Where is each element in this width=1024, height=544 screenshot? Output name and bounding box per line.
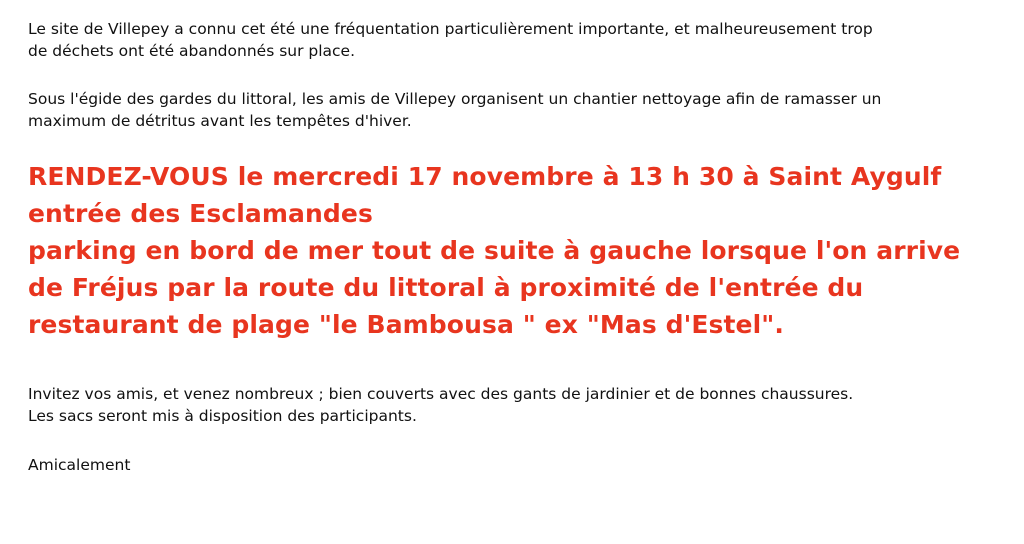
rendezvous-block — [28, 158, 1003, 343]
rendezvous-line-2: entrée des Esclamandes — [28, 199, 373, 228]
rendezvous-line-5: restaurant de plage "le Bambousa " ex "Mas d'Estel". — [28, 310, 785, 339]
chantier-paragraph — [28, 88, 1003, 132]
intro-paragraph — [28, 18, 1003, 62]
invitation-paragraph — [28, 383, 1003, 427]
chantier-line-1: Sous l'égide des gardes du littoral, les amis de Villepey organisent un chantier nettoyage afin de ramasser un — [28, 90, 882, 108]
chantier-line-2: maximum de détritus avant les tempêtes d'hiver. — [28, 112, 412, 130]
rendezvous-line-4: de Fréjus par la route du littoral à proximité de l'entrée du — [28, 273, 864, 302]
rendezvous-line-3: parking en bord de mer tout de suite à gauche lorsque l'on arrive — [28, 236, 961, 265]
rendezvous-line-1: RENDEZ-VOUS le mercredi 17 novembre à 13 h 30 à Saint Aygulf — [28, 162, 942, 191]
message-body — [28, 18, 1003, 476]
closing-text: Amicalement — [28, 456, 131, 474]
invitation-line-2: Les sacs seront mis à disposition des participants. — [28, 407, 417, 425]
intro-line-2: de déchets ont été abandonnés sur place. — [28, 42, 356, 60]
intro-line-1: Le site de Villepey a connu cet été une fréquentation particulièrement importante, et malheureusement trop — [28, 20, 873, 38]
invitation-line-1: Invitez vos amis, et venez nombreux ; bien couverts avec des gants de jardinier et de bonnes chaussures. — [28, 385, 854, 403]
